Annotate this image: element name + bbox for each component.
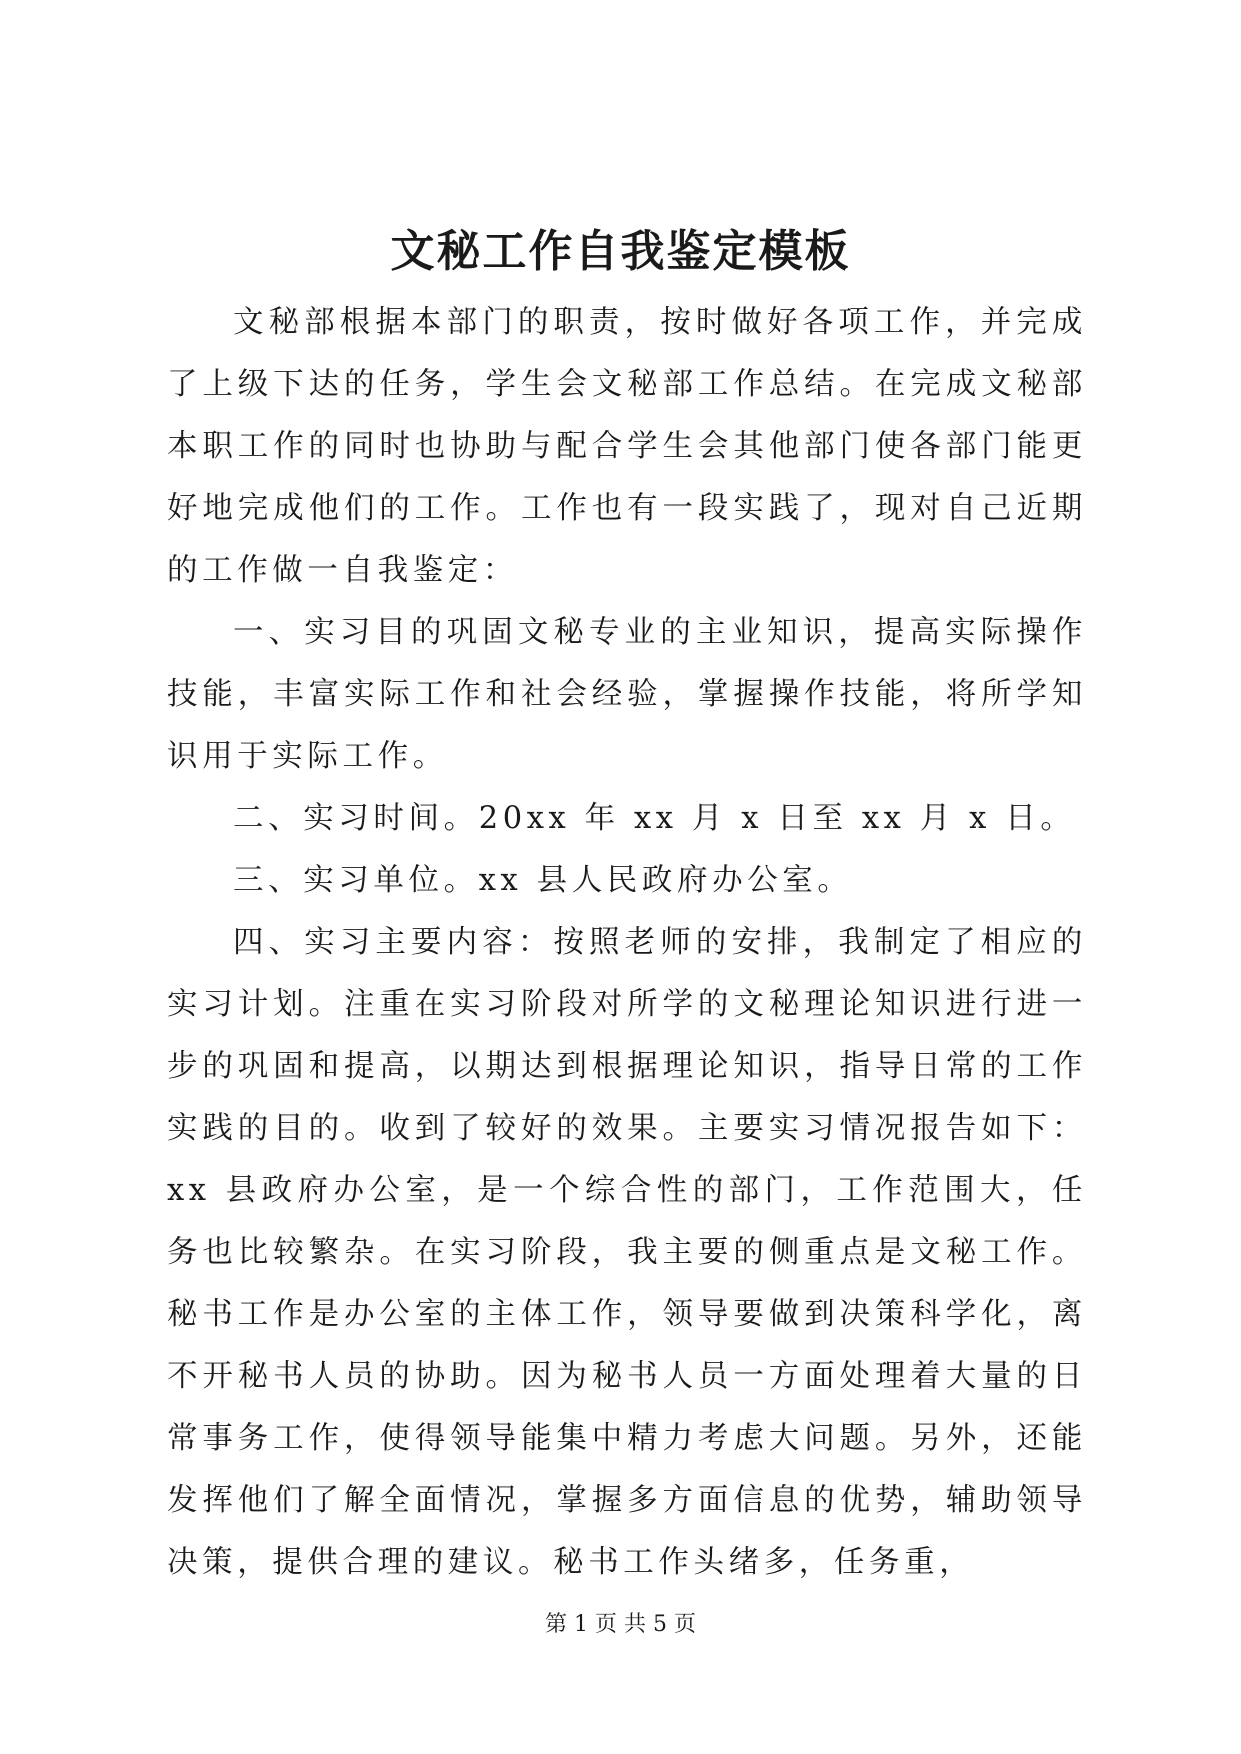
paragraph-time: 二、实习时间。20xx 年 xx 月 x 日至 xx 月 x 日。 — [233, 801, 1076, 836]
document-body — [167, 292, 1087, 1594]
paragraph-unit: 三、实习单位。xx 县人民政府办公室。 — [233, 863, 853, 898]
document-title: 文秘工作自我鉴定模板 — [390, 226, 851, 277]
page-footer: 第 1 页 共 5 页 — [545, 1612, 696, 1637]
paragraph-intro: 文秘部根据本部门的职责，按时做好各项工作，并完成了上级下达的任务，学生会文秘部工作总结。在完成文秘部本职工作的同时也协助与配合学生会其他部门使各部门能更好地完成他们的工作。工作也有一段实践了，现对自己近期的工作做一自我鉴定： — [167, 305, 1087, 588]
paragraph-content: 四、实习主要内容：按照老师的安排，我制定了相应的实习计划。注重在实习阶段对所学的文秘理论知识进行进一步的巩固和提高，以期达到根据理论知识，指导日常的工作实践的目的。收到了较好的效果。主要实习情况报告如下：xx 县政府办公室，是一个综合性的部门，工作范围大，任务也比较繁杂。在实习阶段，我主要的侧重点是文秘工作。秘书工作是办公室的主体工作，领导要做到决策科学化，离不开秘书人员的协助。因为秘书人员一方面处理着大量的日常事务工作，使得领导能集中精力考虑大问题。另外，还能发挥他们了解全面情况，掌握多方面信息的优势，辅助领导决策，提供合理的建议。秘书工作头绪多，任务重， — [167, 925, 1087, 1580]
paragraph-purpose: 一、实习目的巩固文秘专业的主业知识，提高实际操作技能，丰富实际工作和社会经验，掌握操作技能，将所学知识用于实际工作。 — [167, 615, 1087, 774]
